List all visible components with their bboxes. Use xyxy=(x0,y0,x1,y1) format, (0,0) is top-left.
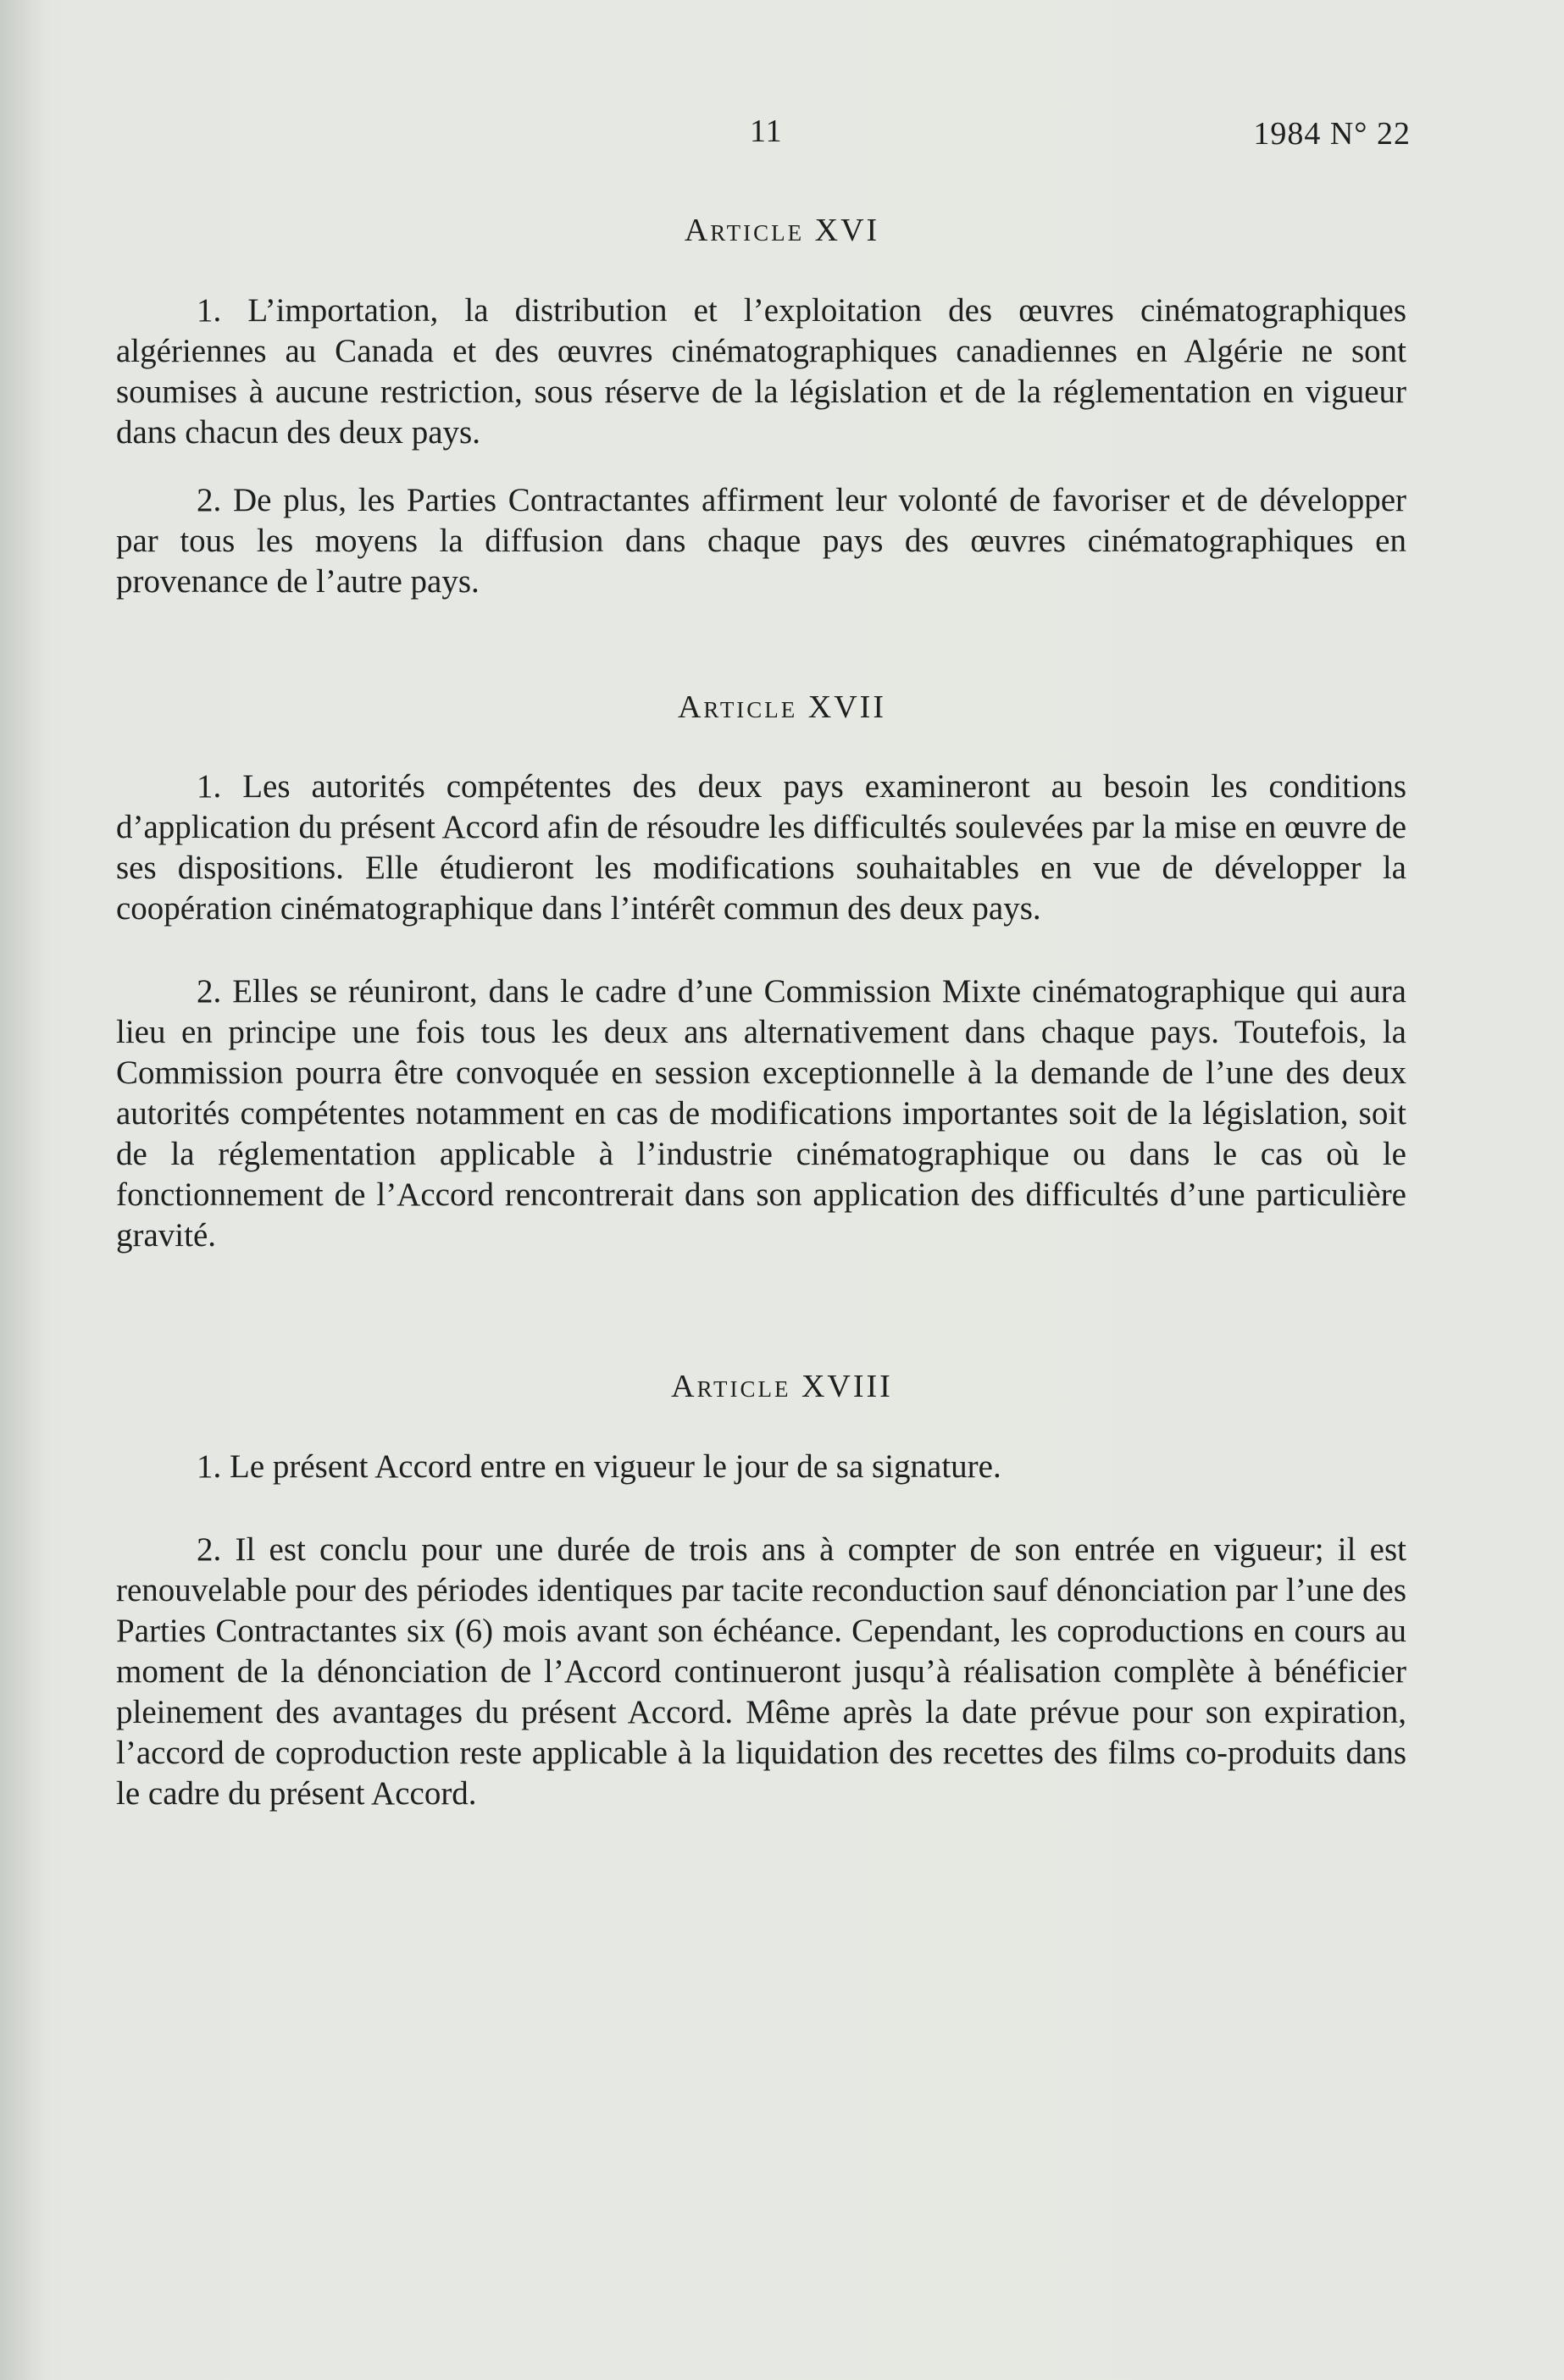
article-xviii-body xyxy=(116,1447,1406,1814)
article-xvi-paragraph-2: 2. De plus, les Parties Contractantes affirment leur volonté de favoriser et de développer par tous les moyens la diffusion dans chaque pays des œuvres cinématographiques en provenance de l’autre pays. xyxy=(116,482,1406,600)
article-xvi-paragraph-1: 1. L’importation, la distribution et l’exploitation des œuvres cinématographiques algériennes au Canada et des œuvres cinématographiques canadiennes en Algérie ne sont soumises à aucune restriction, sous réserve de la législation et de la réglementation en vigueur dans chacun des deux pays. xyxy=(116,292,1406,451)
page-number: 11 xyxy=(750,113,783,149)
article-xvii-body xyxy=(116,767,1406,1256)
binding-gutter-shadow xyxy=(0,0,68,2380)
document-reference: 1984 N° 22 xyxy=(1253,116,1411,152)
article-xviii-paragraph-2: 2. Il est conclu pour une durée de trois ans à compter de son entrée en vigueur; il est renouvelable pour des périodes identiques par tacite reconduction sauf dénonciation par l’une des Parties Contractantes six (6) mois avant son échéance. Cependant, les coproductions en cours au moment de la dénonciation de l’Accord continueront jusqu’à réalisation complète à bénéficier pleinement des avantages du présent Accord. Même après la date prévue pour son expiration, l’accord de coproduction reste applicable à la liquidation des recettes des films co-produits dans le cadre du présent Accord. xyxy=(116,1531,1406,1812)
article-heading-xviii: Article XVIII xyxy=(671,1369,893,1404)
article-xvii-paragraph-2: 2. Elles se réuniront, dans le cadre d’une Commission Mixte cinématographique qui aura lieu en principe une fois tous les deux ans alternativement dans chaque pays. Toutefois, la Commission pourra être convoquée en session exceptionnelle à la demande de l’une des deux autorités compétentes notamment en cas de modifications importantes soit de la législation, soit de la réglementation applicable à l’industrie cinématographique ou dans le cas où le fonctionnement de l’Accord rencontrerait dans son application des difficultés d’une particulière gravité. xyxy=(116,973,1406,1254)
article-heading-xvi: Article XVI xyxy=(684,213,880,248)
article-xviii-paragraph-1: 1. Le présent Accord entre en vigueur le jour de sa signature. xyxy=(197,1448,1001,1485)
article-xvi-body xyxy=(116,291,1406,602)
article-xvii-paragraph-1: 1. Les autorités compétentes des deux pays examineront au besoin les conditions d’application du présent Accord afin de résoudre les difficultés soulevées par la mise en œuvre de ses dispositions. Elle étudieront les modifications souhaitables en vue de développer la coopération cinématographique dans l’intérêt commun des deux pays. xyxy=(116,768,1406,927)
article-heading-xvii: Article XVII xyxy=(677,689,886,725)
